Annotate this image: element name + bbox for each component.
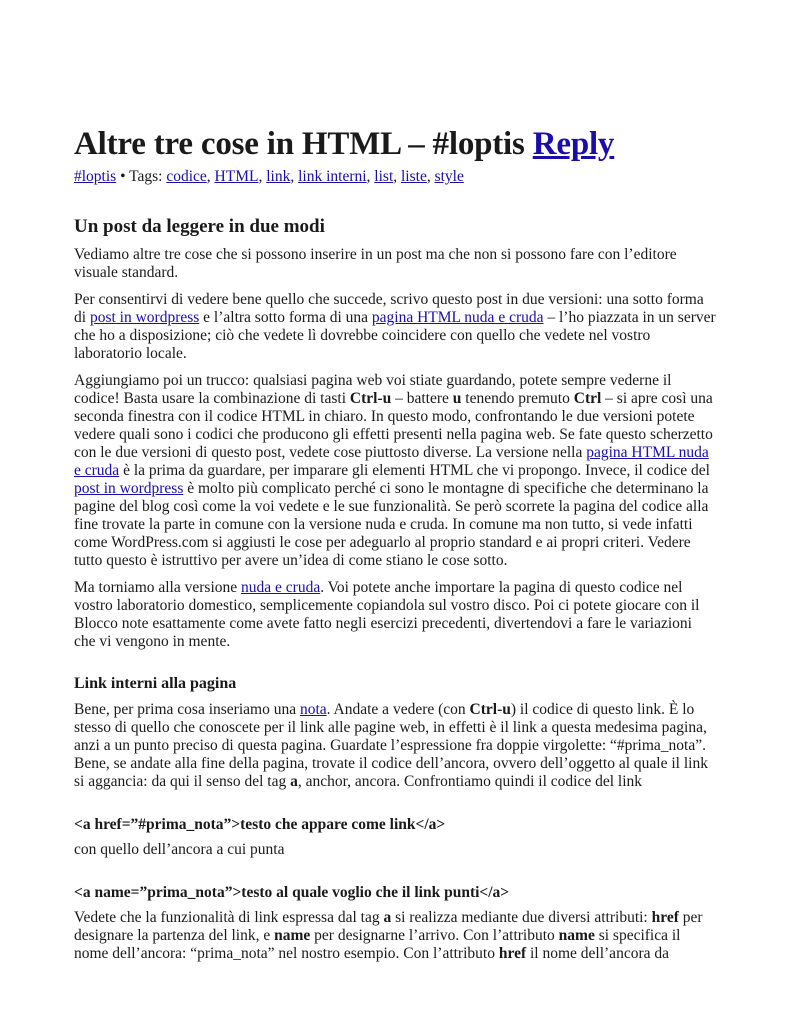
tag-link[interactable]: link (266, 168, 291, 185)
reply-link[interactable]: Reply (532, 126, 615, 162)
paragraph: Bene, per prima cosa inseriamo una nota. Andate a vedere (con Ctrl-u) il codice di questo link. È lo stesso di quello che conoscete per il link alle pagine web, in effetti è il link a questa medesima pagina, anzi a un punto preciso di questa pagina. Guardate l’espressione fra doppie virgolette: “#prima_nota”. Bene, se andate alla fine della pagina, trovate il codice dell’ancora, ovvero dell’oggetto al quale il link si aggancia: da qui il senso del tag a, anchor, ancora. Confrontiamo quindi il codice del link (74, 701, 708, 790)
nota-link[interactable]: nota (299, 701, 327, 718)
category-link[interactable]: #loptis (74, 168, 117, 185)
tag-link[interactable]: liste (401, 168, 427, 185)
tag-link[interactable]: HTML (214, 168, 259, 185)
tag-link[interactable]: style (434, 168, 464, 185)
post-wordpress-link[interactable]: post in wordpress (89, 309, 200, 326)
nuda-e-cruda-link[interactable]: nuda e cruda (241, 579, 321, 596)
pagina-html-link[interactable]: pagina HTML nuda e cruda (371, 309, 544, 326)
paragraph: Aggiungiamo poi un trucco: qualsiasi pagina web voi stiate guardando, potete sempre vederne il codice! Basta usare la combinazione di tasti Ctrl-u – battere u tenendo premuto Ctrl – si apre così una seconda finestra con il codice HTML in chiaro. In questo modo, confrontando le due versioni potete vedere quali sono i codici che producono gli effetti presenti nella pagina web. Se fate questo scherzetto con le due versioni di questo post, vedete cose piuttosto diverse. La versione nella pagina HTML nuda e cruda è la prima da guardare, per imparare gli elementi HTML che vi propongo. Invece, il codice del post in wordpress è molto più complicato perché ci sono le montagne di specifiche che determinano la pagine del blog così come la voi vedete e le sue funzionalità. Se però scorrete la pagina del codice alla fine trovate la parte in comune con la versione nuda e cruda. In comune ma non tutto, si vede infatti come WordPress.com si aggiusti le cose per adeguarlo al proprio standard e ai propri criteri. Vedere tutto questo è istruttivo per avere un’idea di come stiano le cose sotto. (74, 372, 713, 569)
post-wordpress-link[interactable]: post in wordpress (74, 480, 184, 497)
paragraph: con quello dell’ancora a cui punta (74, 841, 285, 858)
tag-link[interactable]: codice (166, 168, 207, 185)
paragraph: Vedete che la funzionalità di link espressa dal tag a si realizza mediante due diversi attributi: href per designare la partenza del link, e name per designarne l’arrivo. Con l’attributo name si specifica il nome dell’ancora: “prima_nota” nel nostro esempio. Con l’attributo href il nome dell’ancora da (74, 909, 703, 962)
tags-label: • Tags: (116, 168, 167, 185)
post-meta: #loptis • Tags: codice, HTML, link, link interni, list, liste, style (74, 168, 464, 185)
code-example: <a href=”#prima_nota”>testo che appare come link</a> (74, 816, 446, 833)
page-title (74, 124, 717, 164)
paragraph: Per consentirvi di vedere bene quello che succede, scrivo questo post in due versioni: una sotto forma di post in wordpress e l’altra sotto forma di una pagina HTML nuda e cruda – l’ho piazzata in un server che ho a disposizione; ciò che vedete lì dovrebbe coincidere con quello che vedete nel vostro laboratorio locale. (74, 291, 716, 362)
pagina-html-link[interactable]: pagina HTML nuda e cruda (74, 444, 709, 479)
section-heading: Link interni alla pagina (74, 675, 237, 692)
section-heading: Un post da leggere in due modi (74, 216, 325, 237)
tag-link[interactable]: list (374, 168, 394, 185)
tag-link[interactable]: link interni (298, 168, 367, 185)
paragraph: Ma torniamo alla versione nuda e cruda. Voi potete anche importare la pagina di questo codice nel vostro laboratorio domestico, semplicemente copiandola sul vostro disco. Poi ci potete giocare con il Blocco note esattamente come avete fatto negli esercizi precedenti, divertendovi a fare le variazioni che vi vengono in mente. (74, 579, 700, 650)
title-text: Altre tre cose in HTML – #loptis (74, 126, 525, 162)
paragraph: Vediamo altre tre cose che si possono inserire in un post ma che non si possono fare con l’editore visuale standard. (74, 246, 677, 281)
code-example: <a name=”prima_nota”>testo al quale voglio che il link punti</a> (74, 884, 510, 901)
